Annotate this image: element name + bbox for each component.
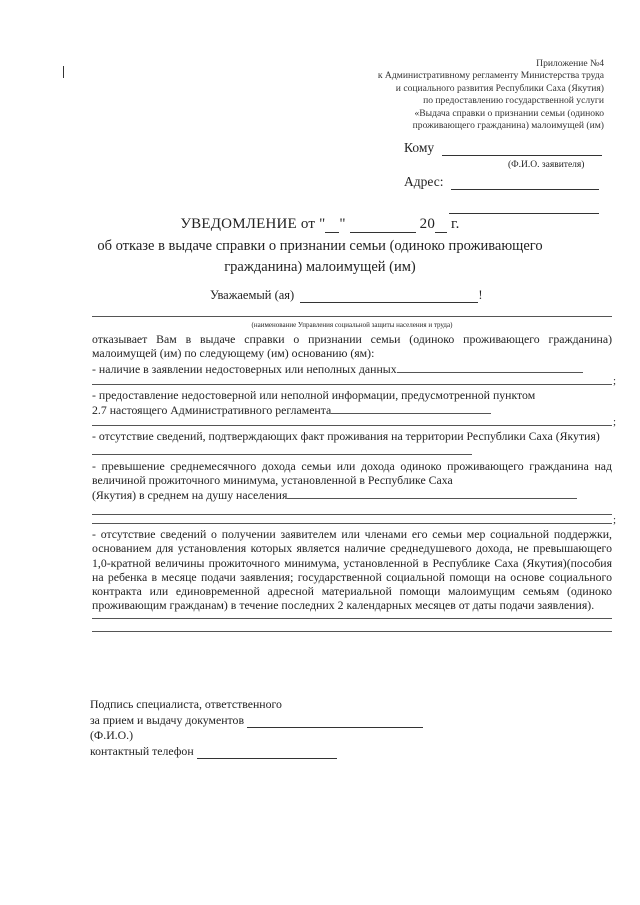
header-line: «Выдача справки о признании семьи (одиноко: [414, 107, 604, 119]
separator-line: [92, 514, 616, 527]
reason-1: [92, 361, 612, 376]
department-caption: (наименование Управления социальной защиты населения и труда): [92, 316, 612, 332]
address-field[interactable]: [451, 177, 599, 190]
title-line2: об отказе в выдаче справки о признании семьи (одиноко проживающего гражданина) малоимущей (им): [97, 238, 543, 275]
reason-2-text: 2.7 настоящего Административного регламента: [92, 403, 332, 418]
title-prefix: УВЕДОМЛЕНИЕ от ": [180, 216, 326, 232]
separator-line: [92, 416, 616, 429]
signature-line1: Подпись специалиста, ответственного: [90, 697, 282, 711]
signature-block: [90, 697, 423, 759]
reason-2-field[interactable]: [331, 402, 491, 414]
reason-5: - отсутствие сведений о получении заявителем или членами его семьи мер социальной поддержки, основанием для установления которых является наличие среднедушевого дохода, не превышающего 1,0-кратной величины прожиточного минимума, установленной в Республике Саха (Якутия)(пособия на ребенка в месяце подачи заявления; государственной социальной помощи на основе социального контракта или единовременной адресной материальной помощи малоимущим семьям (одиноко проживающим гражданам) в течение последних 2 календарных месяцев от даты подачи заявления).: [92, 527, 612, 613]
reason-3-field[interactable]: [92, 443, 472, 455]
address-label: Адрес:: [404, 174, 444, 189]
month-field[interactable]: [350, 222, 416, 233]
notification-body: [92, 316, 616, 632]
signature-fio: (Ф.И.О.): [90, 728, 134, 742]
reason-5-field-line2[interactable]: [92, 619, 612, 632]
header-line: проживающего гражданина) малоимущей (им): [412, 120, 604, 132]
specialist-signature-field[interactable]: [247, 717, 423, 728]
address-field-line2[interactable]: [449, 205, 599, 214]
reason-4-text-end: (Якутия) в среднем на душу населения: [92, 488, 288, 503]
header-line: Приложение №4: [536, 58, 604, 69]
reason-4-line: [92, 487, 612, 502]
reason-3-text: - отсутствие сведений, подтверждающих факт проживания на территории Республики Саха (Якутия): [92, 429, 600, 444]
appendix-header: [304, 58, 604, 132]
day-field[interactable]: [325, 222, 339, 233]
reason-4: [92, 459, 612, 487]
fio-caption: (Ф.И.О. заявителя): [508, 160, 585, 170]
reason-4-text: - превышение среднемесячного дохода семьи или дохода одиноко проживающего гражданина над величиной прожиточного минимума, установленной в Республике Саха: [92, 458, 612, 487]
reason-4-field[interactable]: [287, 487, 577, 499]
year-field[interactable]: [435, 222, 447, 233]
reason-5-field[interactable]: [92, 612, 612, 619]
phone-field[interactable]: [197, 748, 337, 759]
greeting-label: Уважаемый (ая): [210, 288, 295, 302]
header-line: и социального развития Республики Саха (Якутия): [395, 82, 604, 94]
to-label: Кому: [404, 140, 435, 155]
document-title: [60, 216, 580, 278]
to-field[interactable]: [442, 143, 602, 156]
title-line1: [60, 216, 580, 233]
header-line: к Административному регламенту Министерства труда: [377, 70, 604, 82]
reason-4-field-line2[interactable]: [92, 502, 612, 515]
reason-2-line2: [92, 402, 612, 417]
signature-line2: [90, 713, 423, 729]
greeting-end: !: [478, 288, 483, 302]
signature-phone: [90, 744, 423, 760]
reason-2-line1: - предоставление недостоверной или неполной информации, предусмотренной пунктом: [92, 387, 536, 402]
phone-label: контактный телефон: [90, 743, 194, 758]
title-quote: ": [339, 216, 346, 232]
reason-3: [92, 429, 612, 458]
recipient-name-field[interactable]: [300, 291, 478, 303]
signature-line2-text: за прием и выдачу документов: [90, 712, 245, 727]
title-year: 20: [419, 216, 436, 232]
separator-line: [92, 374, 616, 387]
title-suffix: г.: [451, 216, 460, 232]
intro-text: отказывает Вам в выдаче справки о признании семьи (одиноко проживающего гражданина) малоимущей (им) по следующему (им) основанию (ям):: [92, 332, 612, 361]
semicolon: ;: [612, 416, 616, 429]
greeting: [210, 288, 483, 303]
semicolon: ;: [612, 374, 616, 387]
reason-1-field[interactable]: [397, 361, 583, 373]
header-line: по предоставлению государственной услуги: [423, 95, 604, 107]
reason-1-text: - наличие в заявлении недостоверных или неполных данных: [92, 361, 397, 376]
margin-mark: [63, 66, 64, 78]
semicolon: ;: [612, 514, 616, 527]
